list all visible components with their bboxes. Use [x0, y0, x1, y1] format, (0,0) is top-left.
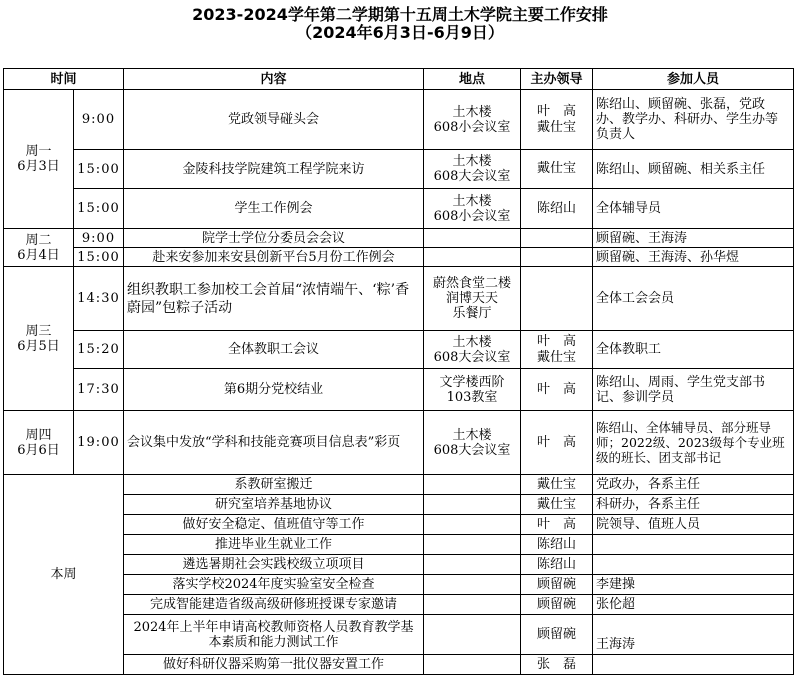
content-cell: 会议集中发放“学科和技能竞赛项目信息表”彩页 — [124, 411, 424, 475]
table-row — [4, 248, 794, 267]
location-line: 土木楼 — [452, 104, 492, 120]
location-cell — [424, 615, 521, 655]
participants-cell: 党政办，各系主任 — [593, 475, 794, 495]
participants-cell — [593, 535, 794, 555]
participants-cell: 顾留碗、王海涛 — [593, 229, 794, 248]
content-cell: 落实学校2024年度实验室安全检查 — [124, 575, 424, 595]
leader-cell: 叶 高 — [521, 369, 593, 411]
participants-cell: 陈绍山、全体辅导员、部分班导师；2022级、2023级每个专业班级的班长、团支部书记 — [593, 411, 794, 475]
leader-cell — [521, 229, 593, 248]
header-content: 内容 — [124, 69, 424, 90]
location-cell — [424, 535, 521, 555]
table-row — [4, 475, 794, 495]
page-title: 2023-2024学年第二学期第十五周土木学院主要工作安排 — [192, 5, 608, 24]
participants-cell: 全体教职工 — [593, 331, 794, 369]
day-cell — [4, 411, 74, 475]
schedule-table — [3, 68, 794, 675]
location-line: 土木楼 — [452, 334, 492, 350]
leader-cell — [521, 248, 593, 267]
time-cell: 9:00 — [74, 229, 124, 248]
leader-line: 戴仕宝 — [537, 349, 577, 365]
table-row — [4, 189, 794, 229]
location-cell — [424, 331, 521, 369]
leader-cell: 顾留碗 — [521, 575, 593, 595]
page-subtitle: （2024年6月3日-6月9日） — [296, 23, 504, 42]
header-location: 地点 — [424, 69, 521, 90]
location-line: 乐餐厅 — [452, 306, 492, 321]
day-cell — [4, 90, 74, 229]
leader-cell: 戴仕宝 — [521, 495, 593, 515]
participants-cell: 陈绍山、顾留碗、相关系主任 — [593, 150, 794, 189]
location-cell — [424, 475, 521, 495]
table-row — [4, 411, 794, 475]
week-cell: 本周 — [4, 475, 124, 675]
header-participants: 参加人员 — [593, 69, 794, 90]
location-line: 土木楼 — [452, 193, 492, 209]
leader-cell: 陈绍山 — [521, 189, 593, 229]
content-cell: 完成智能建造省级高级研修班授课专家邀请 — [124, 595, 424, 615]
participants-cell: 全体辅导员 — [593, 189, 794, 229]
leader-cell: 叶 高 — [521, 411, 593, 475]
location-cell — [424, 495, 521, 515]
leader-line: 戴仕宝 — [537, 119, 577, 135]
content-cell: 第6期分党校结业 — [124, 369, 424, 411]
leader-cell: 顾留碗 — [521, 595, 593, 615]
location-cell — [424, 267, 521, 331]
location-cell — [424, 369, 521, 411]
location-cell — [424, 189, 521, 229]
header-row — [4, 69, 794, 90]
time-cell: 15:00 — [74, 189, 124, 229]
location-line: 103教室 — [446, 389, 498, 405]
participants-cell: 陈绍山、顾留碗、张磊，党政办、教学办、科研办、学生办等负责人 — [593, 90, 794, 150]
participants-cell: 李建操 — [593, 575, 794, 595]
table-row — [4, 90, 794, 150]
participants-cell — [593, 555, 794, 575]
participants-cell: 张伦超 — [593, 595, 794, 615]
location-cell — [424, 655, 521, 675]
day-date: 6月6日 — [17, 442, 60, 458]
table-row — [4, 369, 794, 411]
leader-cell: 陈绍山 — [521, 555, 593, 575]
time-cell: 15:20 — [74, 331, 124, 369]
leader-cell: 陈绍山 — [521, 535, 593, 555]
location-cell — [424, 150, 521, 189]
content-cell: 全体教职工会议 — [124, 331, 424, 369]
location-line: 土木楼 — [452, 427, 492, 443]
leader-cell: 戴仕宝 — [521, 475, 593, 495]
day-name: 周二 — [25, 232, 52, 248]
day-name: 周一 — [25, 144, 52, 159]
participants-cell — [593, 655, 794, 675]
leader-line: 叶 高 — [537, 103, 577, 119]
participants-cell: 院领导、值班人员 — [593, 515, 794, 535]
participants-cell: 全体工会会员 — [593, 267, 794, 331]
content-cell: 金陵科技学院建筑工程学院来访 — [124, 150, 424, 189]
location-line: 608小会议室 — [433, 208, 511, 224]
location-cell — [424, 515, 521, 535]
time-cell: 14:30 — [74, 267, 124, 331]
leader-cell: 戴仕宝 — [521, 150, 593, 189]
header-leader: 主办领导 — [521, 69, 593, 90]
day-name: 周四 — [25, 427, 52, 443]
leader-cell: 顾留碗 — [521, 615, 593, 655]
content-cell: 院学士学位分委员会会议 — [124, 229, 424, 248]
leader-line: 叶 高 — [537, 333, 577, 349]
leader-cell: 张 磊 — [521, 655, 593, 675]
time-cell: 15:00 — [74, 150, 124, 189]
leader-cell — [521, 90, 593, 150]
participants-cell: 王海涛 — [593, 615, 794, 655]
time-cell: 15:00 — [74, 248, 124, 267]
table-row — [4, 267, 794, 331]
day-date: 6月4日 — [17, 247, 60, 263]
location-line: 蔚然食堂二楼润博天天 — [433, 276, 512, 306]
location-line: 608大会议室 — [433, 169, 511, 184]
location-cell — [424, 555, 521, 575]
content-cell: 推进毕业生就业工作 — [124, 535, 424, 555]
location-cell — [424, 595, 521, 615]
participants-cell: 顾留碗、王海涛、孙华煜 — [593, 248, 794, 267]
location-line: 文学楼西阶 — [439, 374, 505, 390]
content-cell: 做好科研仪器采购第一批仪器安置工作 — [124, 655, 424, 675]
table-row — [4, 331, 794, 369]
content-cell: 党政领导碰头会 — [124, 90, 424, 150]
location-line: 608大会议室 — [433, 442, 511, 458]
location-cell — [424, 248, 521, 267]
location-cell — [424, 575, 521, 595]
day-name: 周三 — [25, 323, 52, 339]
location-line: 608小会议室 — [433, 119, 511, 135]
leader-cell — [521, 331, 593, 369]
content-cell: 做好安全稳定、值班值守等工作 — [124, 515, 424, 535]
location-line: 608大会议室 — [433, 349, 511, 365]
table-row — [4, 150, 794, 189]
content-cell: 系教研室搬迁 — [124, 475, 424, 495]
time-cell: 19:00 — [74, 411, 124, 475]
time-cell: 9:00 — [74, 90, 124, 150]
header-time: 时间 — [4, 69, 124, 90]
content-cell: 研究室培养基地协议 — [124, 495, 424, 515]
location-line: 土木楼 — [452, 154, 492, 169]
day-date: 6月5日 — [17, 338, 60, 354]
day-date: 6月3日 — [17, 159, 60, 174]
table-row — [4, 229, 794, 248]
location-cell — [424, 90, 521, 150]
day-cell — [4, 229, 74, 267]
location-cell — [424, 229, 521, 248]
participants-cell: 科研办，各系主任 — [593, 495, 794, 515]
leader-cell: 叶 高 — [521, 515, 593, 535]
participants-cell: 陈绍山、周雨、学生党支部书记、参训学员 — [593, 369, 794, 411]
content-cell: 赴来安参加来安县创新平台5月份工作例会 — [124, 248, 424, 267]
location-cell — [424, 411, 521, 475]
time-cell: 17:30 — [74, 369, 124, 411]
content-cell: 遴选暑期社会实践校级立项项目 — [124, 555, 424, 575]
content-cell: 学生工作例会 — [124, 189, 424, 229]
leader-cell — [521, 267, 593, 331]
content-cell: 组织教职工参加校工会首届“浓情端午、‘粽’香蔚园”包粽子活动 — [124, 267, 424, 331]
day-cell — [4, 267, 74, 411]
content-cell: 2024年上半年申请高校教师资格人员教育教学基本素质和能力测试工作 — [124, 615, 424, 655]
